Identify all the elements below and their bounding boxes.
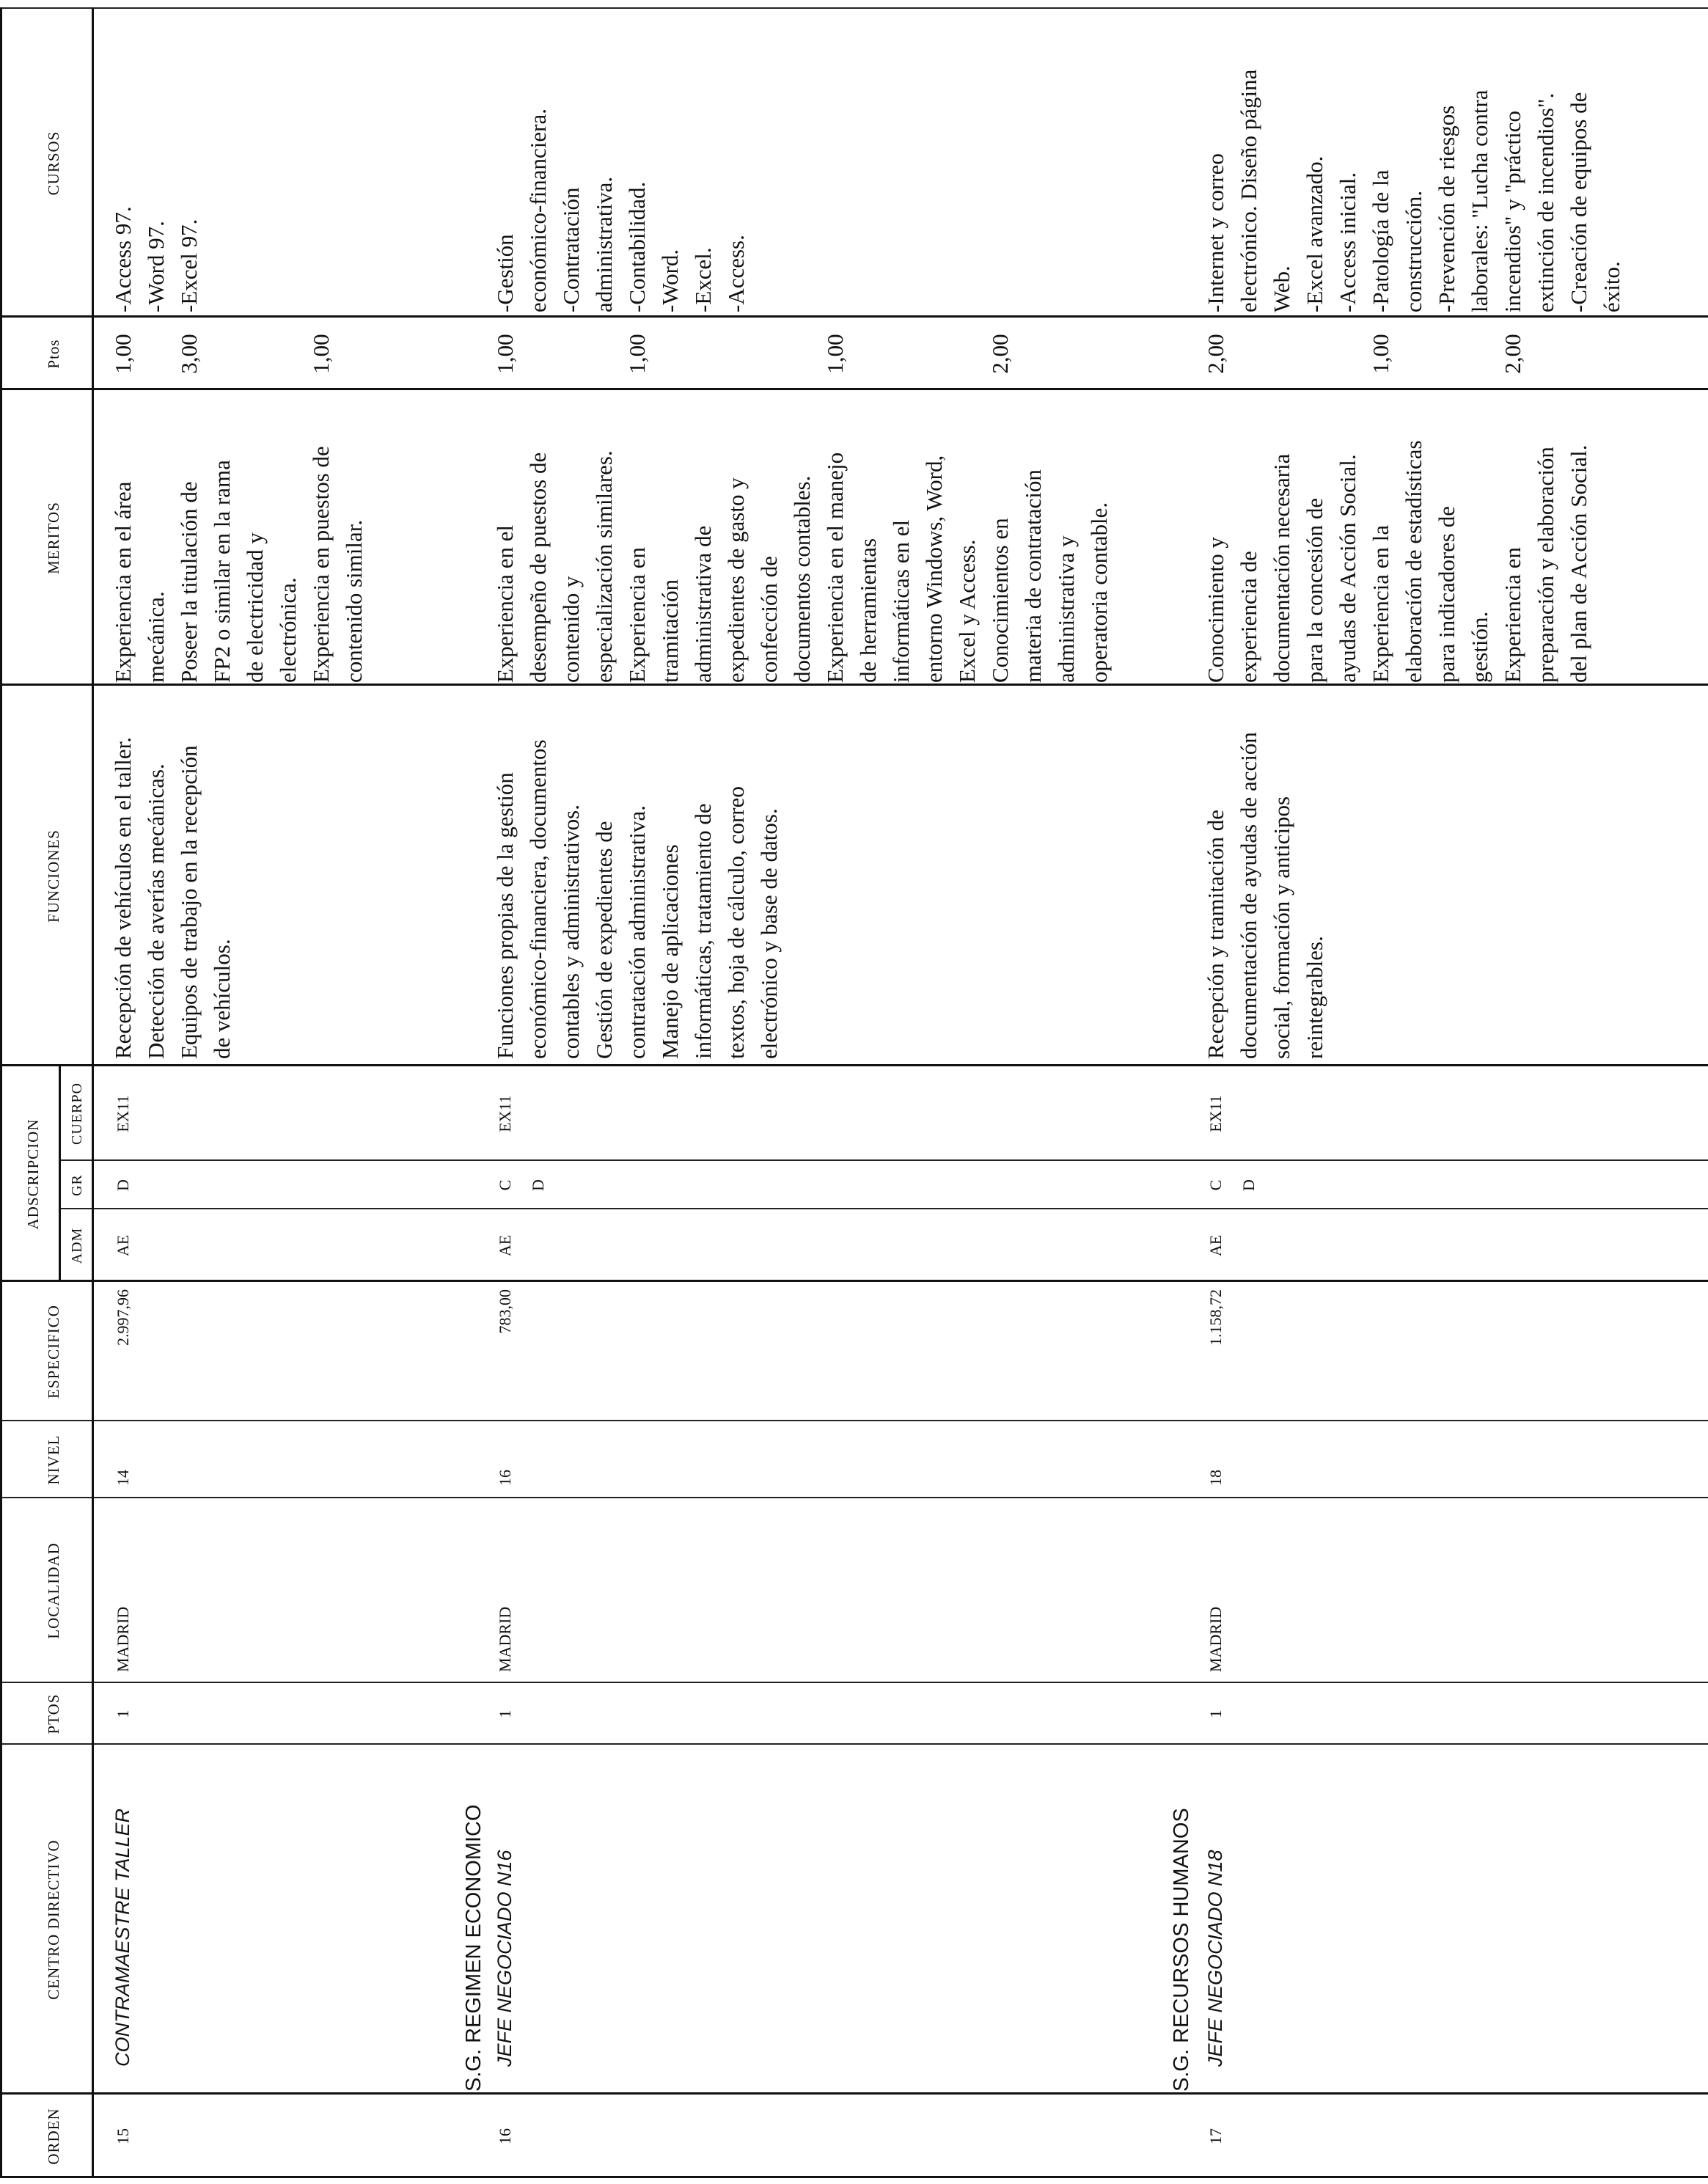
column-divider: [0, 1743, 1708, 1745]
column-divider: [0, 1497, 1708, 1498]
merit-text: [1364, 390, 1496, 683]
text-line: electrónico y base de datos.: [756, 808, 782, 1059]
text-line: -Contratación: [558, 187, 584, 312]
text-line: -Internet y correo: [1203, 153, 1228, 312]
text-line: tramitación: [657, 579, 683, 683]
puesto-cell: JEFE NEGOCIADO N18: [1204, 1850, 1226, 2067]
header-nivel: NIVEL: [45, 1434, 62, 1485]
gr-cell: [106, 1161, 139, 1209]
merit-text: [304, 390, 370, 683]
funciones-cell: [106, 689, 238, 1059]
text-line: extinción de incendios".: [1533, 92, 1558, 312]
text-line: construcción.: [1401, 190, 1426, 312]
cursos-cell: [488, 12, 752, 312]
text-line: Conocimiento y: [1203, 537, 1228, 683]
column-divider: [0, 684, 1708, 686]
text-line: preparación y elaboración: [1533, 447, 1558, 683]
text-line: elaboración de estadísticas: [1401, 440, 1426, 683]
text-line: Funciones propias de la gestión: [492, 772, 518, 1059]
meritos-cell: [1199, 318, 1595, 683]
text-line: -Excel avanzado.: [1302, 155, 1327, 312]
merit-item: [304, 318, 370, 683]
header-centro-directivo: CENTRO DIRECTIVO: [45, 1839, 62, 2000]
column-divider: [0, 2092, 1708, 2095]
text-line: social, formación y anticipos: [1269, 796, 1294, 1059]
text-line: contenido y: [558, 576, 584, 683]
localidad-cell: MADRID: [1206, 1606, 1225, 1672]
nivel-cell: 18: [1206, 1470, 1225, 1486]
puesto-cell: JEFE NEGOCIADO N16: [494, 1850, 516, 2067]
text-line: administrativa de: [690, 525, 716, 683]
text-line: para indicadores de: [1434, 506, 1459, 683]
text-line: económico-financiera.: [525, 109, 551, 312]
funciones-cell: [488, 689, 785, 1059]
cuerpo-cell: EX11: [496, 1095, 514, 1132]
nivel-cell: 16: [496, 1470, 514, 1486]
text-line: Recepción de vehículos en el taller.: [110, 737, 136, 1059]
especifico-cell: 1.158,72: [1206, 1289, 1225, 1346]
column-divider: [59, 1208, 1708, 1209]
text-line: D: [114, 1179, 132, 1191]
merit-text: [172, 390, 304, 683]
text-line: para la concesión de: [1302, 497, 1327, 683]
text-line: electrónica.: [275, 577, 301, 683]
text-line: Web.: [1269, 265, 1294, 312]
merit-points: 1,00: [492, 334, 518, 374]
merit-text: [620, 390, 818, 683]
text-line: Experiencia en el: [492, 524, 518, 683]
text-line: expedientes de gasto y: [723, 477, 749, 683]
merit-item: [106, 318, 172, 683]
adm-cell: AE: [496, 1234, 514, 1257]
text-line: Experiencia en la: [1368, 524, 1393, 683]
cursos-cell: [106, 12, 205, 312]
text-line: -Contabilidad.: [624, 181, 650, 312]
text-line: -Excel 97.: [176, 219, 202, 312]
text-line: de herramientas: [855, 538, 881, 683]
text-line: incendios" y "práctico: [1500, 111, 1525, 312]
merit-item: [983, 318, 1115, 683]
text-line: reintegrables.: [1302, 936, 1327, 1059]
text-line: contenido similar.: [341, 519, 367, 683]
header-adscripcion: ADSCRIPCION: [23, 1118, 42, 1230]
text-line: gestión.: [1467, 611, 1492, 683]
text-line: documentos contables.: [789, 475, 815, 683]
section-heading: S.G. RECURSOS HUMANOS: [1170, 1808, 1193, 2092]
header-localidad: LOCALIDAD: [45, 1542, 62, 1639]
header-adm: ADM: [69, 1227, 85, 1264]
text-line: informáticas en el: [888, 519, 914, 683]
header-cuerpo: CUERPO: [69, 1082, 85, 1145]
text-line: laborales: "Lucha contra: [1467, 89, 1492, 312]
especifico-cell: 2.997,96: [114, 1289, 132, 1346]
text-line: textos, hoja de cálculo, correo: [723, 786, 749, 1059]
text-line: Experiencia en el manejo: [822, 452, 848, 683]
table-border-right: [0, 7, 1708, 9]
ptos-cell: 1: [114, 1710, 132, 1718]
text-line: contables y administrativos.: [558, 805, 584, 1059]
header-meritos: MERITOS: [45, 502, 62, 574]
text-line: -Gestión: [492, 234, 518, 312]
text-line: D: [1239, 1179, 1258, 1191]
header-ptos-meritos: Ptos: [45, 339, 62, 369]
text-line: económico-financiera, documentos: [525, 739, 551, 1059]
text-line: confección de: [756, 556, 782, 683]
text-line: administrativa y: [1053, 535, 1079, 683]
section-heading: S.G. REGIMEN ECONOMICO: [462, 1804, 485, 2092]
text-line: -Access 97.: [110, 206, 136, 312]
column-divider: [0, 1280, 1708, 1282]
merit-points: 1,00: [822, 334, 848, 374]
text-line: de electricidad y: [242, 532, 268, 683]
merit-points: 2,00: [987, 334, 1013, 374]
column-divider: [0, 1064, 1708, 1066]
text-line: Experiencia en el área: [110, 481, 136, 683]
puesto-cell: CONTRAMAESTRE TALLER: [111, 1808, 133, 2067]
cuerpo-cell: EX11: [114, 1095, 132, 1132]
ptos-cell: 1: [1206, 1710, 1225, 1718]
text-line: administrativa.: [591, 176, 617, 312]
text-line: de vehículos.: [209, 939, 235, 1059]
text-line: Detección de averías mecánicas.: [143, 763, 169, 1059]
text-line: Poseer la titulación de: [176, 481, 202, 683]
text-line: -Access inicial.: [1335, 172, 1360, 312]
especifico-cell: 783,00: [496, 1289, 514, 1334]
merit-text: [818, 390, 983, 683]
merit-item: [1199, 318, 1364, 683]
merit-points: 2,00: [1500, 334, 1525, 374]
cursos-cell: [1199, 12, 1628, 312]
text-line: entorno Windows, Word,: [921, 455, 947, 683]
text-line: del plan de Acción Social.: [1566, 444, 1591, 683]
column-divider: [59, 1159, 1708, 1161]
merit-points: 1,00: [110, 334, 136, 374]
text-line: Experiencia en: [624, 546, 650, 683]
gr-cell: [488, 1161, 554, 1209]
text-line: electrónico. Diseño página: [1236, 69, 1261, 312]
merit-points: 1,00: [1368, 334, 1393, 374]
orden-cell: 17: [1206, 2128, 1225, 2144]
text-line: experiencia de: [1236, 551, 1261, 683]
text-line: Experiencia en: [1500, 546, 1525, 683]
merit-text: [106, 390, 172, 683]
text-line: desempeño de puestos de: [525, 452, 551, 683]
text-line: -Creación de equipos de: [1566, 92, 1591, 312]
adm-cell: AE: [1206, 1234, 1225, 1257]
text-line: éxito.: [1599, 261, 1624, 312]
text-line: Gestión de expedientes de: [591, 821, 617, 1059]
merit-points: 1,00: [308, 334, 334, 374]
text-line: informáticas, tratamiento de: [690, 803, 716, 1059]
gr-cell: [1199, 1161, 1265, 1209]
text-line: documentación necesaria: [1269, 453, 1294, 683]
header-gr: GR: [69, 1174, 85, 1196]
merit-item: [620, 318, 818, 683]
merit-points: 1,00: [624, 334, 650, 374]
text-line: Equipos de trabajo en la recepción: [176, 745, 202, 1059]
ptos-cell: 1: [496, 1710, 514, 1718]
table-border-left: [0, 2176, 1708, 2178]
merit-points: 3,00: [176, 334, 202, 374]
column-divider: [0, 1420, 1708, 1421]
header-funciones: FUNCIONES: [45, 829, 62, 923]
merit-text: [983, 390, 1115, 683]
text-line: especialización similares.: [591, 450, 617, 683]
merit-item: [1496, 318, 1595, 683]
meritos-cell: [106, 318, 370, 683]
text-line: materia de contratación: [1020, 469, 1046, 683]
column-divider: [0, 1682, 1708, 1683]
text-line: Recepción y tramitación de: [1203, 809, 1228, 1059]
text-line: -Access.: [723, 235, 749, 312]
orden-cell: 15: [114, 2128, 132, 2144]
text-line: -Excel.: [690, 247, 716, 312]
merit-item: [488, 318, 620, 683]
orden-cell: 16: [496, 2128, 514, 2144]
text-line: mecánica.: [143, 591, 169, 683]
localidad-cell: MADRID: [496, 1606, 514, 1672]
merit-text: [488, 390, 620, 683]
localidad-cell: MADRID: [114, 1606, 132, 1672]
text-line: C: [1206, 1179, 1225, 1191]
merit-text: [1199, 390, 1364, 683]
text-line: -Patología de la: [1368, 169, 1393, 312]
text-line: operatoria contable.: [1086, 502, 1112, 683]
header-orden: ORDEN: [45, 2108, 62, 2165]
merit-text: [1496, 390, 1595, 683]
merit-item: [1364, 318, 1496, 683]
merit-item: [172, 318, 304, 683]
header-cursos: CURSOS: [45, 131, 62, 196]
text-line: FP2 o similar en la rama: [209, 460, 235, 683]
text-line: ayudas de Acción Social.: [1335, 454, 1360, 683]
text-line: documentación de ayudas de acción: [1236, 732, 1261, 1059]
text-line: D: [529, 1179, 547, 1191]
meritos-cell: [488, 318, 1115, 683]
adm-cell: AE: [114, 1234, 132, 1257]
text-line: Experiencia en puestos de: [308, 446, 334, 683]
text-line: -Prevención de riesgos: [1434, 105, 1459, 312]
merit-points: 2,00: [1203, 334, 1228, 374]
cuerpo-cell: EX11: [1206, 1095, 1225, 1132]
text-line: -Word.: [657, 249, 683, 312]
text-line: Excel y Access.: [954, 539, 980, 683]
nivel-cell: 14: [114, 1470, 132, 1486]
text-line: C: [496, 1179, 514, 1191]
header-especifico: ESPECIFICO: [45, 1305, 62, 1399]
text-line: Conocimientos en: [987, 518, 1013, 683]
funciones-cell: [1199, 689, 1331, 1059]
merit-item: [818, 318, 983, 683]
text-line: contratación administrativa.: [624, 805, 650, 1059]
text-line: -Word 97.: [143, 221, 169, 312]
text-line: Manejo de aplicaciones: [657, 844, 683, 1059]
header-ptos: PTOS: [45, 1693, 62, 1734]
